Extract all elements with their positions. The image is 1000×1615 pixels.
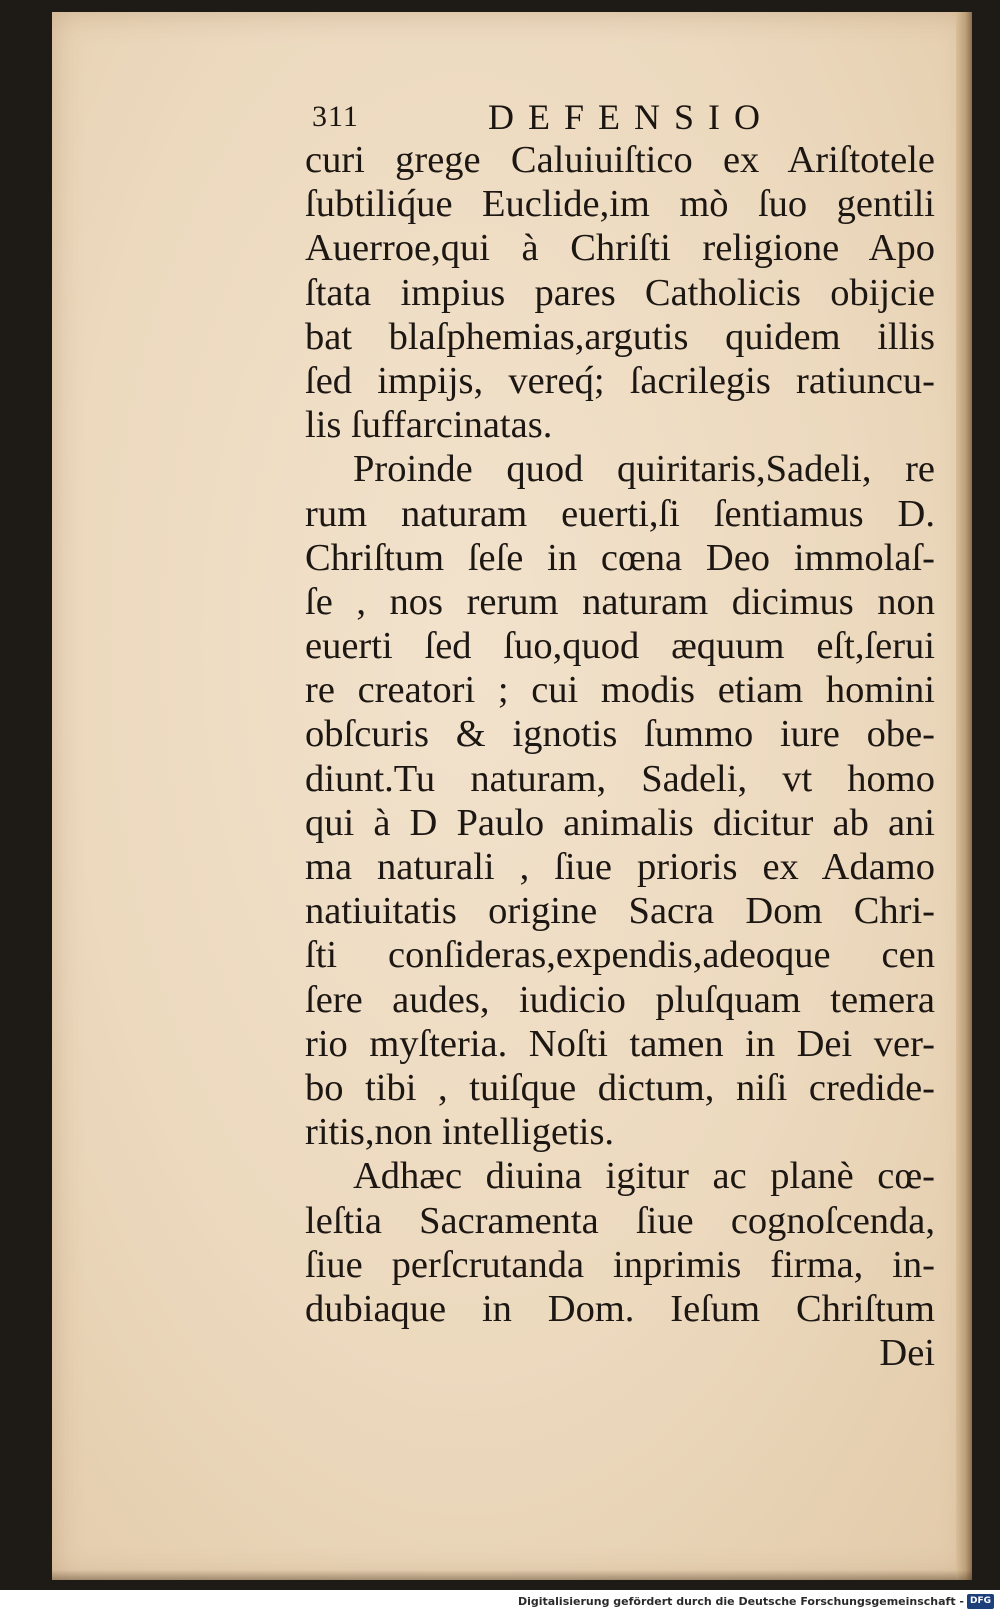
text-line: ſiue perſcrutanda inprimis firma, in- [305, 1243, 935, 1286]
text-line: ſubtiliq́ue Euclide,im mò ſuo gentili [305, 183, 935, 226]
text-line: bat blaſphemias,argutis quidem illis [305, 315, 935, 358]
text-line: bo tibi , tuiſque dictum, niſi credide- [305, 1066, 935, 1109]
text-line: ma naturali , ſiue prioris ex Adamo [305, 846, 935, 888]
text-line: ſed impijs, vereq́; ſacrilegis ratiuncu- [305, 359, 935, 402]
dfg-logo-icon: DFG [967, 1594, 994, 1609]
text-line: ſe , nos rerum naturam dicimus non [305, 580, 935, 623]
text-line: diunt.Tu naturam, Sadeli, vt homo [305, 757, 935, 800]
text-line: ſere audes, iudicio pluſquam temera [305, 978, 935, 1021]
text-line: Proinde quod quiritaris,Sadeli, re [353, 448, 935, 491]
text-line: rio myſteria. Noſti tamen in Dei ver- [305, 1022, 935, 1065]
text-line: euerti ſed ſuo,quod æquum eſt,ſerui [305, 625, 935, 668]
text-line: ritis,non intelligetis. [305, 1111, 615, 1154]
text-line: lis ſuffarcinatas. [305, 404, 553, 447]
text-line: Chriſtum ſeſe in cœna Deo immolaſ- [305, 536, 935, 579]
text-line: dubiaque in Dom. Ieſum Chriſtum [305, 1287, 935, 1330]
text-line: obſcuris & ignotis ſummo iure obe- [305, 713, 935, 756]
text-line: ſtata impius pares Catholicis obijcie [305, 271, 935, 314]
text-line: natiuitatis origine Sacra Dom Chri- [305, 890, 935, 933]
running-head: DEFENSIO [488, 97, 775, 137]
text-line: leſtia Sacramenta ſiue cognoſcenda, [305, 1199, 935, 1242]
catchword: Dei [879, 1332, 935, 1375]
text-line: curi grege Caluiuiſtico ex Ariſtotele [305, 139, 935, 181]
text-line: rum naturam euerti,ſi ſentiamus D. [305, 492, 935, 535]
page-edge [956, 12, 972, 1580]
text-line: Auerroe,qui à Chriſti religione Apo [305, 227, 935, 270]
text-line: qui à D Paulo animalis dicitur ab ani [305, 801, 935, 844]
body-text [305, 138, 935, 1375]
page-shadow [52, 1570, 972, 1580]
page-header [312, 96, 782, 142]
digitization-footer [0, 1590, 1000, 1615]
funding-credit: Digitalisierung gefördert durch die Deutsche Forschungsgemeinschaft - [517, 1595, 964, 1608]
text-line: re creatori ; cui modis etiam homini [305, 669, 935, 712]
page-number: 311 [312, 100, 359, 133]
text-line: ſti conſideras,expendis,adeoque cen [305, 934, 935, 977]
text-line: Adhæc diuina igitur ac planè cœ- [353, 1155, 935, 1198]
